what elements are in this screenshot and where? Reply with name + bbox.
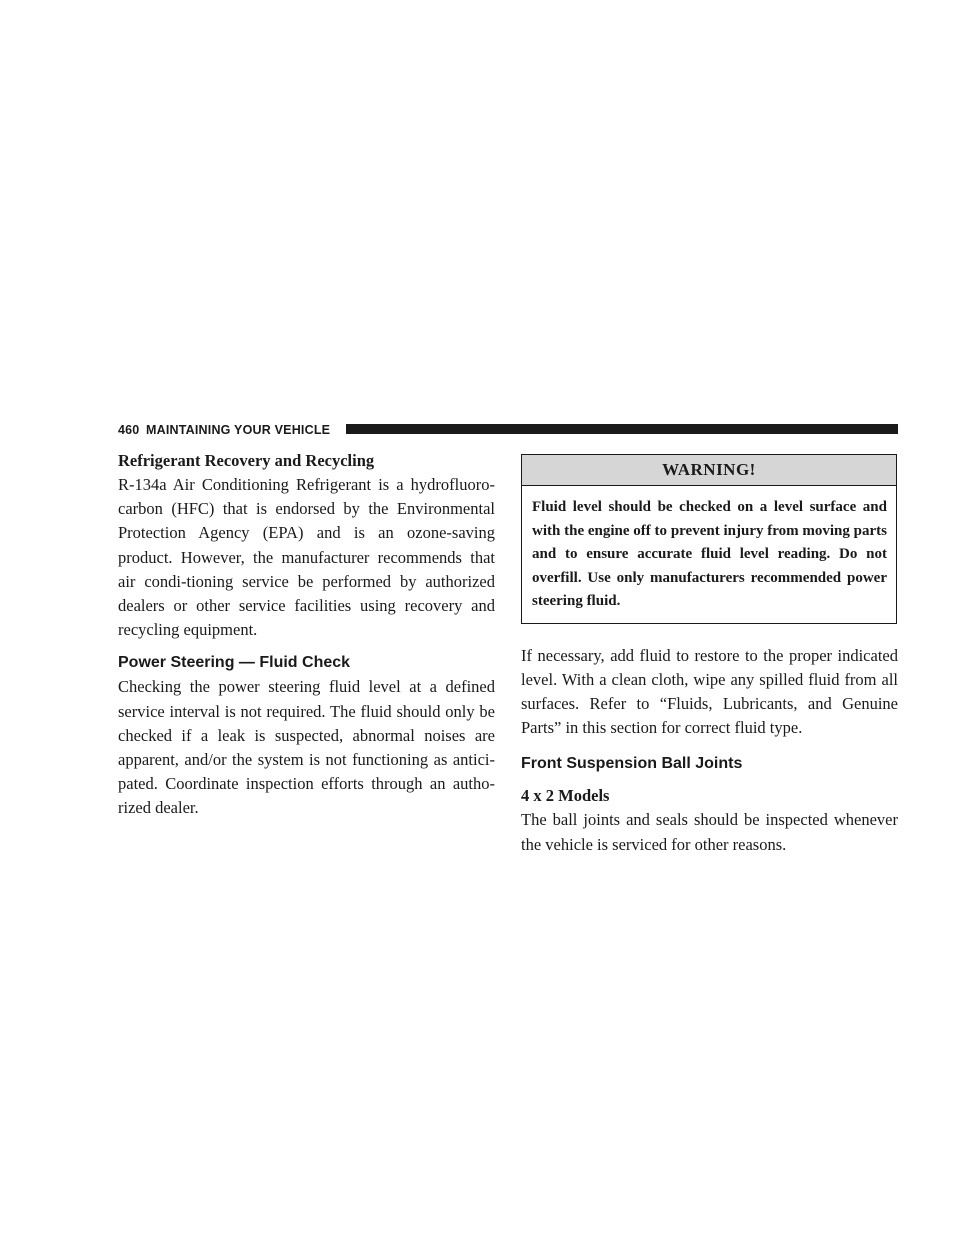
header-rule (346, 424, 898, 434)
power-steering-paragraph: Checking the power steering fluid level at a defined service interval is not required. The fluid should only be checked if a leak is suspected, abnormal noises are apparent, and/or the system is not functioning as antici-pated. Coordinate inspection efforts through an autho-rized dealer. (118, 677, 495, 818)
refrigerant-heading: Refrigerant Recovery and Recycling (118, 451, 375, 470)
page-header (118, 421, 898, 439)
front-suspension-heading: Front Suspension Ball Joints (521, 755, 743, 773)
left-column (118, 449, 495, 821)
right-column (521, 454, 898, 857)
section-title: MAINTAINING YOUR VEHICLE (146, 423, 331, 437)
warning-text: Fluid level should be checked on a level surface and with the engine off to prevent injury from moving parts and to ensure accurate fluid level reading. Do not overfill. Use only manufacturers recommended power steering fluid. (532, 499, 887, 609)
models-subheading: 4 x 2 Models (521, 786, 610, 806)
page-number: 460 (118, 423, 140, 437)
warning-title: WARNING! (522, 455, 896, 486)
power-steering-heading: Power Steering — Fluid Check (118, 654, 351, 672)
warning-box (521, 454, 897, 624)
add-fluid-paragraph: If necessary, add fluid to restore to the proper indicated level. With a clean cloth, wipe any spilled fluid from all surfaces. Refer to “Fluids, Lubricants, and Genuine Parts” in this section for correct fluid type. (521, 645, 898, 738)
refrigerant-paragraph: R-134a Air Conditioning Refrigerant is a hydrofluoro-carbon (HFC) that is endorsed by the Environmental Protection Agency (EPA) and is an ozone-saving product. However, the manufacturer recommends that air condi-tioning service be performed by authorized dealers or other service facilities using recovery and recycling equipment. (118, 475, 495, 640)
ball-joints-paragraph: The ball joints and seals should be inspected whenever the vehicle is serviced for other reasons. (521, 810, 898, 854)
